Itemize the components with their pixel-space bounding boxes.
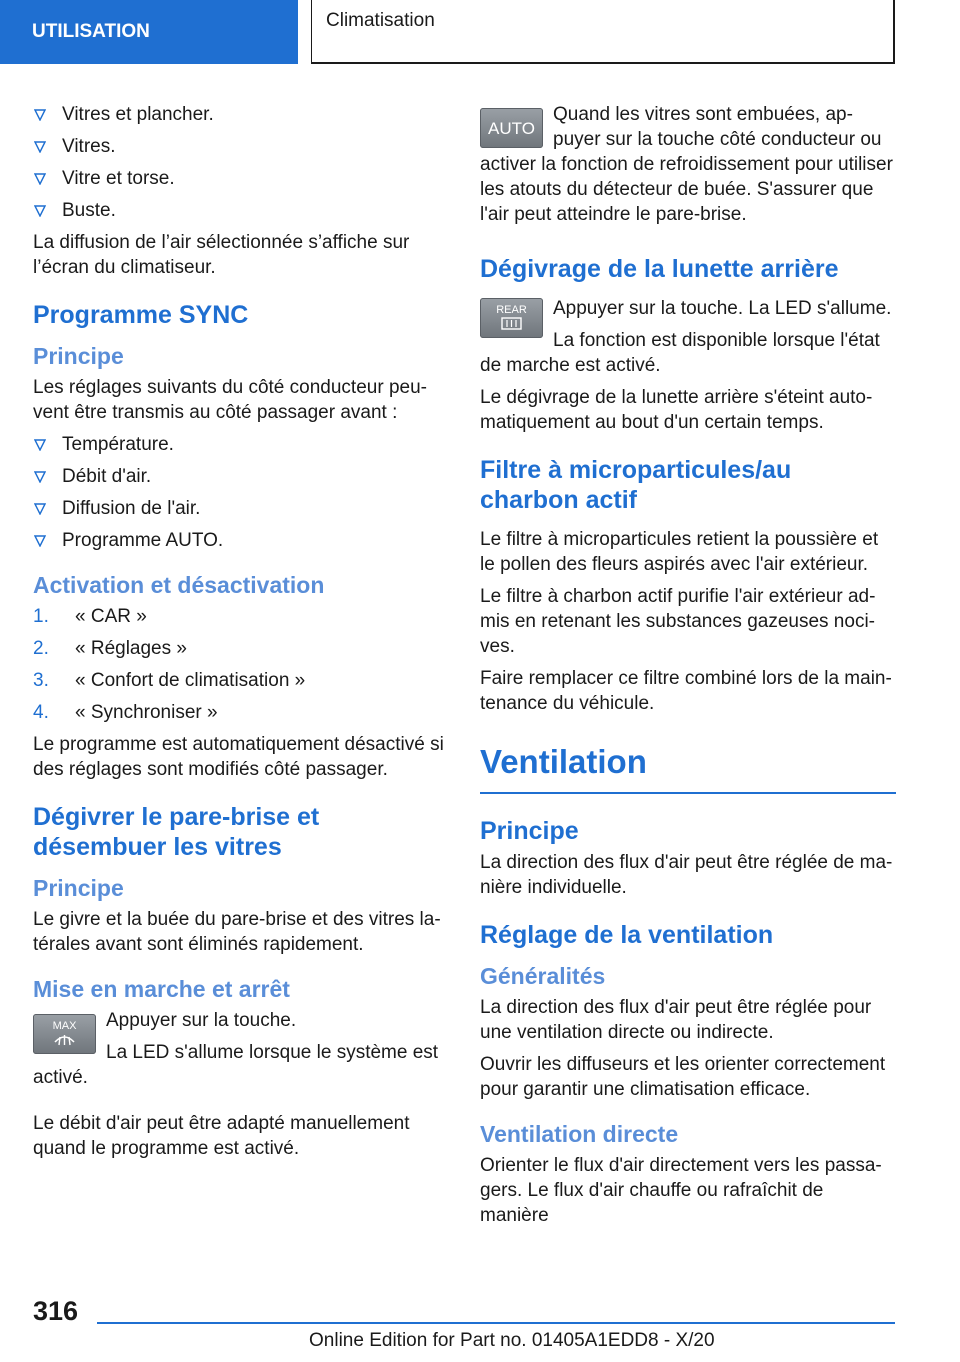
paragraph: Les réglages suivants du côté conducteur peu-vent être transmis au côté passager avant :	[33, 377, 427, 423]
triangle-bullet-icon	[34, 535, 46, 547]
list-item: Diffusion de l'air.	[33, 496, 449, 521]
rear-button-block	[480, 296, 896, 385]
heading-sync: Programme SYNC	[33, 301, 249, 329]
triangle-bullet-icon	[34, 141, 46, 153]
chapter-title: Climatisation	[326, 10, 435, 31]
list-item: Vitres.	[33, 134, 449, 159]
paragraph: Appuyer sur la touche. La LED s'allume.	[553, 298, 892, 319]
list-item: Vitres et plancher.	[33, 102, 449, 127]
list-item: Programme AUTO.	[33, 528, 449, 553]
paragraph: Quand les vitres sont embuées, ap-puyer sur la touche côté conducteur ou activer la fonction de refroidissement pour utiliser les atouts du détecteur de buée. S'assurer que l'air peut atteindre le pare-brise.	[480, 104, 893, 225]
triangle-bullet-icon	[34, 439, 46, 451]
max-key-label: MAX	[52, 1020, 77, 1032]
page-number: 316	[33, 1296, 79, 1326]
list-item: Buste.	[33, 198, 449, 223]
paragraph: Orienter le flux d'air directement vers les passa-gers. Le flux d'air chauffe ou rafraîchit de manière	[480, 1155, 882, 1226]
heading-filter: Filtre à microparticules/au charbon actif	[480, 456, 792, 514]
edition-note: Online Edition for Part no. 01405A1EDD8 - X/20	[309, 1330, 715, 1351]
triangle-bullet-icon	[34, 173, 46, 185]
paragraph: Faire remplacer ce filtre combiné lors de la main-tenance du véhicule.	[480, 668, 892, 714]
activation-steps	[33, 604, 449, 725]
list-item: Vitre et torse.	[33, 166, 449, 191]
triangle-bullet-icon	[34, 109, 46, 121]
air-distribution-list	[33, 102, 449, 223]
subheading-principle: Principe	[33, 875, 124, 901]
step-item: 2. « Réglages »	[33, 638, 187, 659]
subheading-onoff: Mise en marche et arrêt	[33, 976, 290, 1002]
paragraph: La LED s'allume lorsque le système est activé.	[33, 1042, 439, 1088]
paragraph: La direction des flux d'air peut être réglée de ma-nière individuelle.	[480, 852, 893, 898]
list-item: Débit d'air.	[33, 464, 449, 489]
paragraph: Le dégivrage de la lunette arrière s'éteint auto-matiquement au bout d'un certain temps.	[480, 387, 873, 433]
auto-key-icon	[480, 108, 543, 148]
paragraph: Le filtre à microparticules retient la poussière et le pollen des fleurs aspirés avec l'air extérieur.	[480, 529, 879, 575]
heading-vent-setting: Réglage de la ventilation	[480, 921, 774, 949]
triangle-bullet-icon	[34, 503, 46, 515]
subheading-direct: Ventilation directe	[480, 1121, 679, 1147]
subheading-general: Généralités	[480, 963, 606, 989]
max-button-block	[33, 1008, 449, 1097]
heading-ventilation: Ventilation	[480, 742, 896, 794]
step-item: 3. « Confort de climatisation »	[33, 670, 306, 691]
chapter-tab	[311, 0, 895, 64]
subheading-activation: Activation et désactivation	[33, 572, 325, 598]
step-item: 1. « CAR »	[33, 606, 147, 627]
heading-rear-defrost: Dégivrage de la lunette arrière	[480, 255, 839, 283]
heading-defrost: Dégivrer le pare-brise et désembuer les vitres	[33, 803, 320, 861]
paragraph: Le filtre à charbon actif purifie l'air extérieur ad-mis en retenant les substances gazeuses noci-ves.	[480, 586, 876, 657]
paragraph: Le givre et la buée du pare-brise et des vitres la-térales avant sont éliminés rapidement.	[33, 909, 441, 955]
auto-button-block	[480, 102, 896, 234]
paragraph: Le débit d'air peut être adapté manuellement quand le programme est activé.	[33, 1113, 410, 1159]
rear-defrost-key-icon	[480, 298, 543, 338]
section-tab: UTILISATION	[0, 0, 298, 64]
triangle-bullet-icon	[34, 471, 46, 483]
step-item: 4. « Synchroniser »	[33, 702, 218, 723]
paragraph: Ouvrir les diffuseurs et les orienter correctement pour garantir une climatisation efficace.	[480, 1054, 886, 1100]
paragraph: La direction des flux d'air peut être réglée pour une ventilation directe ou indirecte.	[480, 997, 872, 1043]
left-column	[33, 102, 449, 1168]
triangle-bullet-icon	[34, 205, 46, 217]
list-item: Température.	[33, 432, 449, 457]
heading-principle: Principe	[480, 817, 579, 845]
paragraph: La diffusion de l’air sélectionnée s’affiche sur l’écran du climatiseur.	[33, 232, 410, 278]
paragraph: La fonction est disponible lorsque l'état de marche est activé.	[480, 330, 880, 376]
paragraph: Le programme est automatiquement désactivé si des réglages sont modifiés côté passager.	[33, 734, 444, 780]
auto-key-label: AUTO	[488, 119, 535, 138]
subheading-principle: Principe	[33, 343, 124, 369]
paragraph: Appuyer sur la touche.	[106, 1010, 297, 1031]
footer-divider	[97, 1322, 895, 1324]
rear-key-label: REAR	[496, 304, 527, 316]
sync-settings-list	[33, 432, 449, 553]
right-column	[480, 102, 896, 1235]
max-defrost-key-icon	[33, 1014, 96, 1054]
